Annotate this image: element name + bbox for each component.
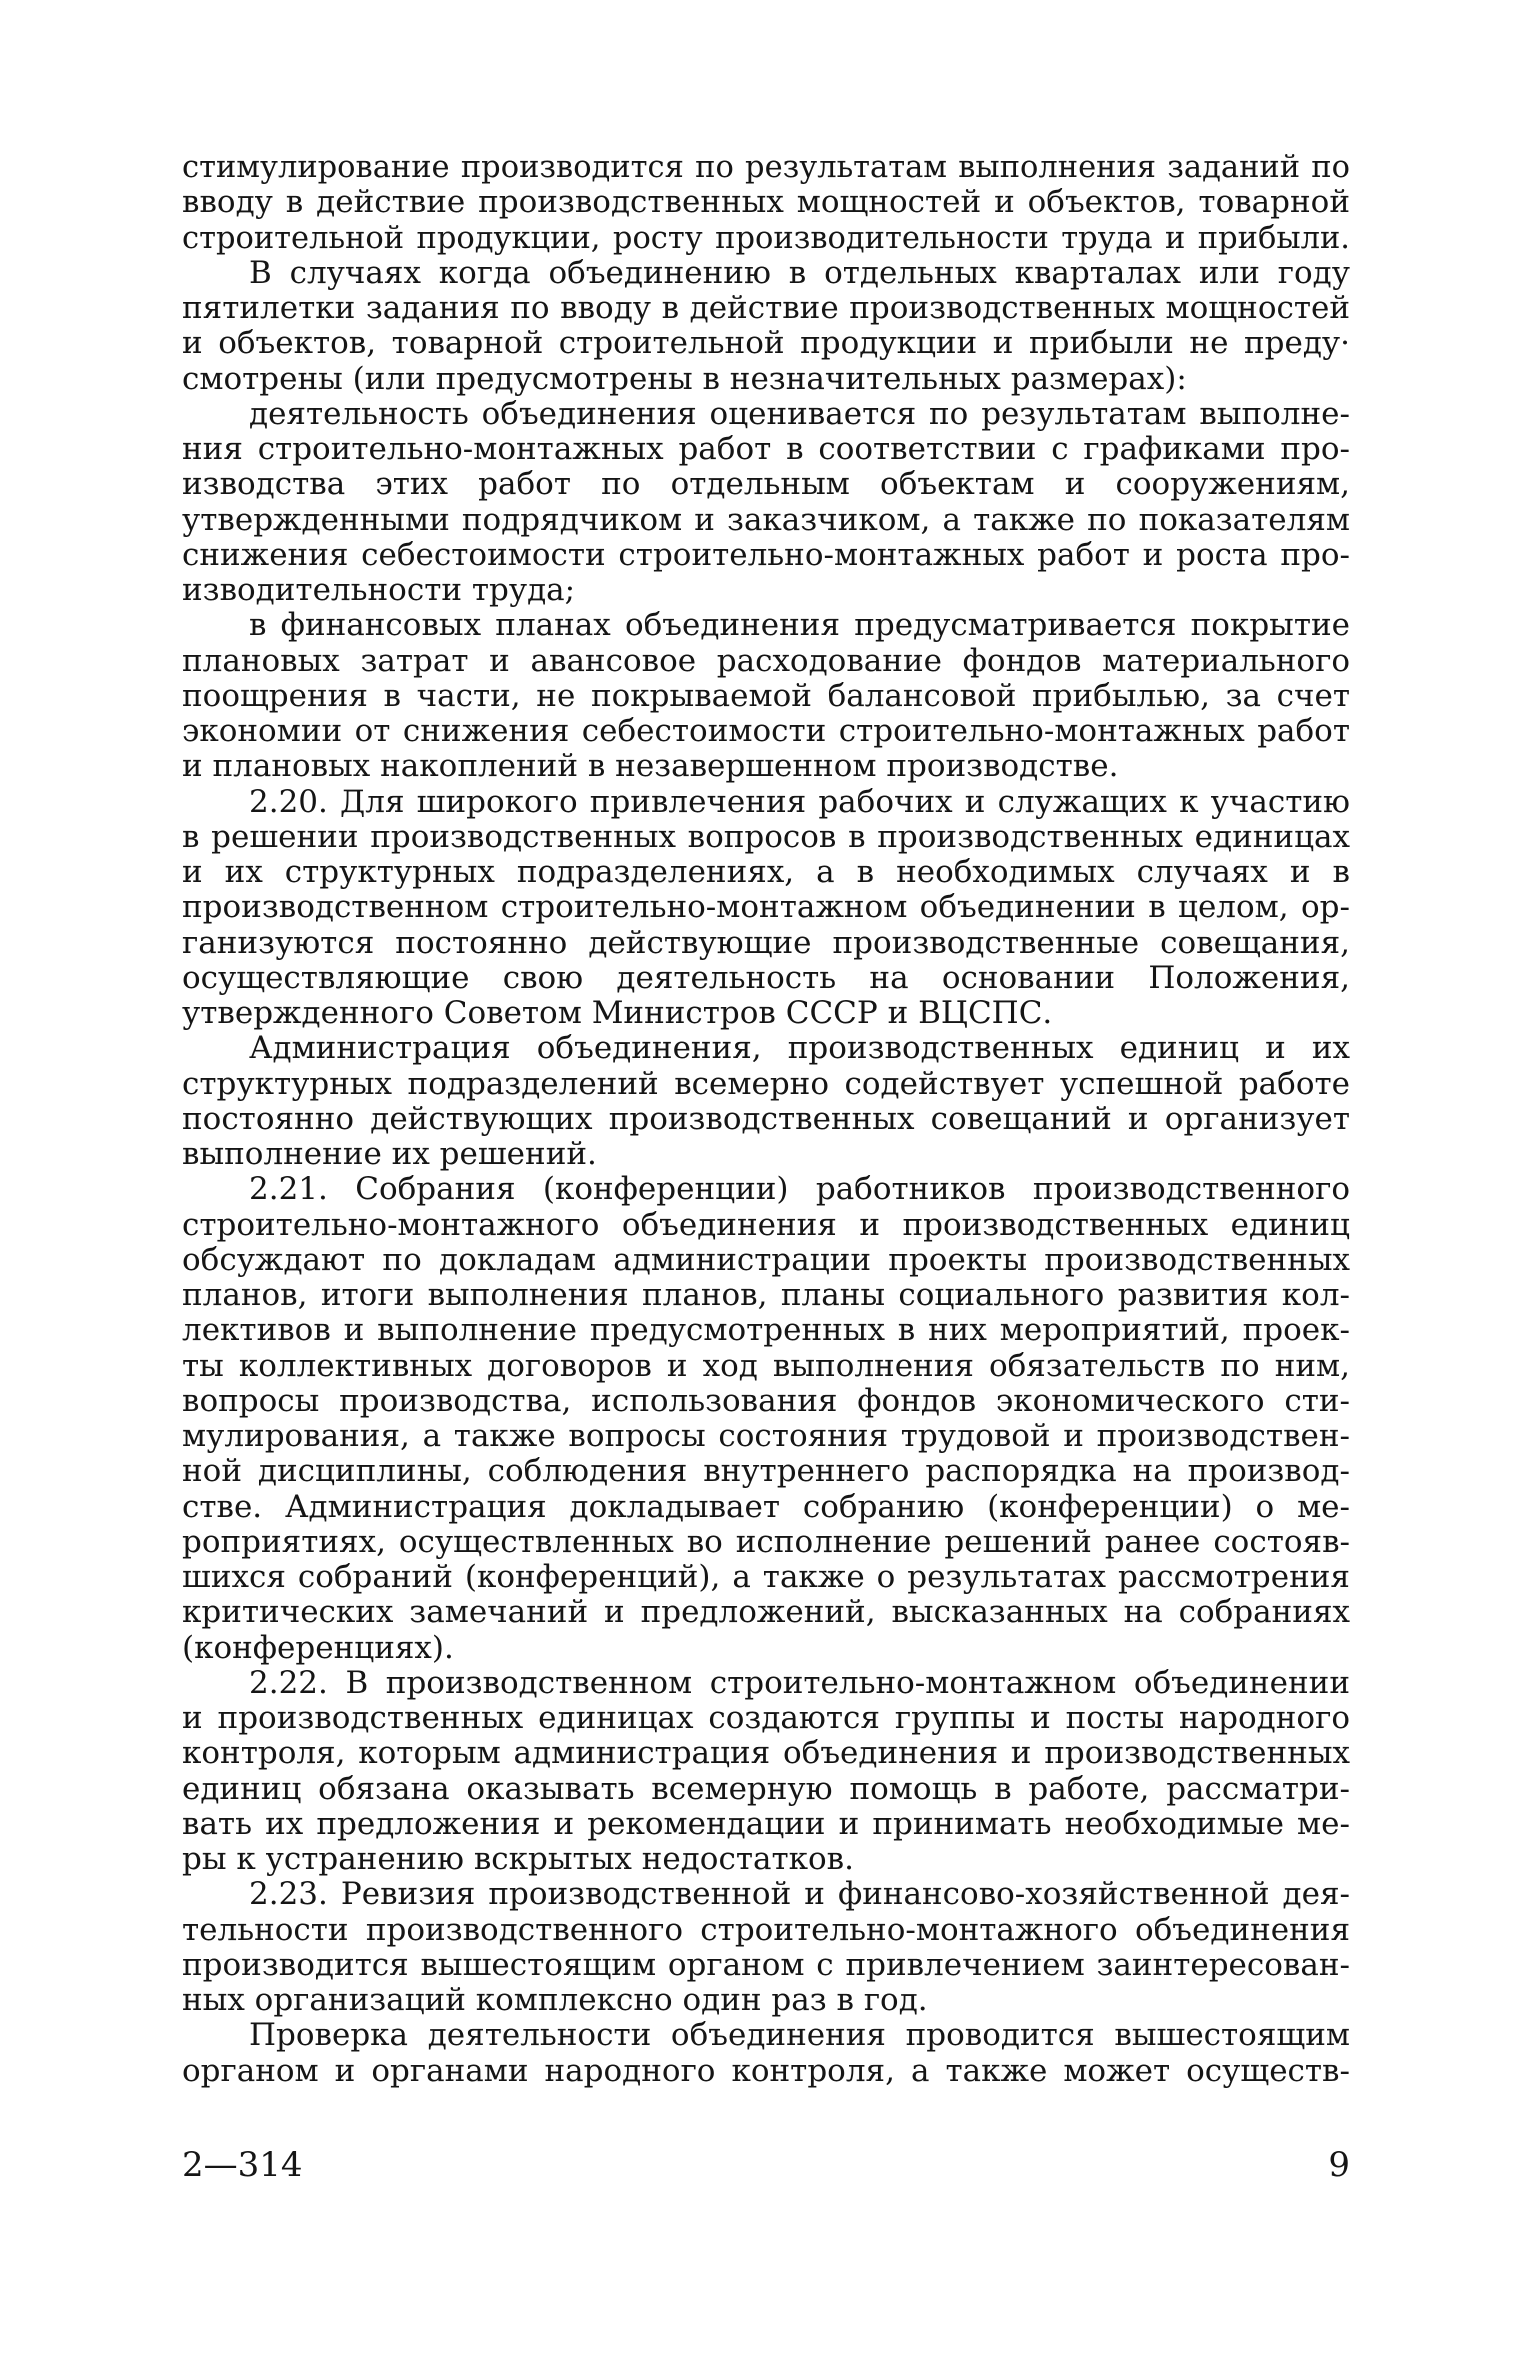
text-line: вопросы производства, использования фондов экономического сти- [182, 1382, 1350, 1419]
text-line: 2.21. Собрания (конференции) работников производственного [249, 1171, 1350, 1208]
text-line: и их структурных подразделениях, а в необходимых случаях и в [182, 854, 1350, 890]
text-line: выполнение их решений. [182, 1136, 597, 1172]
print-signature: 2—314 [182, 2145, 303, 2185]
text-line: поощрения в части, не покрываемой балансовой прибылью, за счет [182, 677, 1350, 714]
text-line: роприятиях, осуществленных во исполнение решений ранее состояв- [182, 1523, 1350, 1560]
text-line: Администрация объединения, производственных единиц и их [249, 1030, 1350, 1067]
text-line: В случаях когда объединению в отдельных кварталах или году [249, 254, 1350, 291]
text-line: структурных подразделений всемерно содействует успешной работе [182, 1065, 1350, 1102]
text-line: в решении производственных вопросов в производственных единицах [182, 818, 1350, 855]
text-line: утвержденного Советом Министров СССР и ВЦСПС. [182, 995, 1053, 1031]
text-line: снижения себестоимости строительно-монтажных работ и роста про- [182, 536, 1350, 573]
text-line: критических замечаний и предложений, высказанных на собраниях [182, 1594, 1350, 1631]
text-line: ты коллективных договоров и ход выполнения обязательств по ним, [182, 1347, 1350, 1384]
text-line: обсуждают по докладам администрации проекты производственных [182, 1241, 1350, 1278]
text-line: в финансовых планах объединения предусматривается покрытие [249, 607, 1350, 644]
text-line: шихся собраний (конференций), а также о результатах рассмотрения [182, 1559, 1350, 1595]
page-number: 9 [1328, 2145, 1350, 2185]
text-line: и плановых накоплений в незавершенном производстве. [182, 748, 1119, 785]
text-line: ния строительно-монтажных работ в соответствии с графиками про- [182, 431, 1350, 467]
text-line: строительной продукции, росту производительности труда и прибыли. [182, 220, 1350, 256]
text-line: строительно-монтажного объединения и производственных единиц [182, 1206, 1350, 1243]
text-line: постоянно действующих производственных совещаний и организует [182, 1100, 1350, 1137]
text-line: Проверка деятельности объединения проводится вышестоящим [249, 2017, 1350, 2054]
text-line: лективов и выполнение предусмотренных в них мероприятий, проек- [182, 1312, 1350, 1349]
text-line: (конференциях). [182, 1629, 454, 1666]
text-line: плановых затрат и авансовое расходование фондов материального [182, 642, 1350, 679]
text-line: контроля, которым администрация объединения и производственных [182, 1735, 1350, 1772]
text-line: осуществляющие свою деятельность на основании Положения, [182, 959, 1350, 996]
text-line: и производственных единицах создаются группы и посты народного [182, 1700, 1350, 1736]
text-line: производственном строительно-монтажном объединении в целом, ор- [182, 889, 1350, 926]
text-line: утвержденными подрядчиком и заказчиком, а также по показателям [182, 501, 1350, 538]
text-line: стве. Администрация докладывает собранию (конференции) о ме- [182, 1488, 1350, 1525]
text-line: изводства этих работ по отдельным объектам и сооружениям, [182, 466, 1350, 503]
text-line: органом и органами народного контроля, а также может осуществ- [182, 2052, 1350, 2089]
text-line: ных организаций комплексно один раз в год. [182, 1982, 928, 2018]
text-line: мулирования, а также вопросы состояния трудовой и производствен- [182, 1418, 1350, 1454]
text-line: ганизуются постоянно действующие производственные совещания, [182, 924, 1350, 961]
text-line: 2.23. Ревизия производственной и финансово-хозяйственной дея- [249, 1876, 1350, 1913]
text-line: ной дисциплины, соблюдения внутреннего распорядка на производ- [182, 1453, 1350, 1490]
text-line: смотрены (или предусмотрены в незначительных размерах): [182, 360, 1187, 397]
text-line: 2.22. В производственном строительно-монтажном объединении [249, 1664, 1350, 1701]
document-body [182, 150, 1350, 2089]
text-line: пятилетки задания по вводу в действие производственных мощностей [182, 290, 1350, 326]
text-line: единиц обязана оказывать всемерную помощь в работе, рассматри- [182, 1770, 1350, 1807]
text-line: вводу в действие производственных мощностей и объектов, товарной [182, 184, 1350, 221]
text-line: производится вышестоящим органом с привлечением заинтересован- [182, 1946, 1350, 1983]
text-line: деятельность объединения оценивается по результатам выполне- [249, 395, 1350, 432]
text-line: изводительности труда; [182, 572, 576, 608]
text-line: экономии от снижения себестоимости строительно-монтажных работ [182, 713, 1350, 749]
text-line: 2.20. Для широкого привлечения рабочих и служащих к участию [249, 783, 1350, 820]
text-line: планов, итоги выполнения планов, планы социального развития кол- [182, 1277, 1350, 1313]
text-line: стимулирование производится по результатам выполнения заданий по [182, 150, 1350, 185]
text-line: и объектов, товарной строительной продукции и прибыли не преду· [182, 325, 1350, 362]
text-line: тельности производственного строительно-монтажного объединения [182, 1911, 1350, 1948]
page-footer [182, 2145, 1350, 2195]
text-line: ры к устранению вскрытых недостатков. [182, 1841, 854, 1877]
text-line: вать их предложения и рекомендации и принимать необходимые ме- [182, 1805, 1350, 1842]
